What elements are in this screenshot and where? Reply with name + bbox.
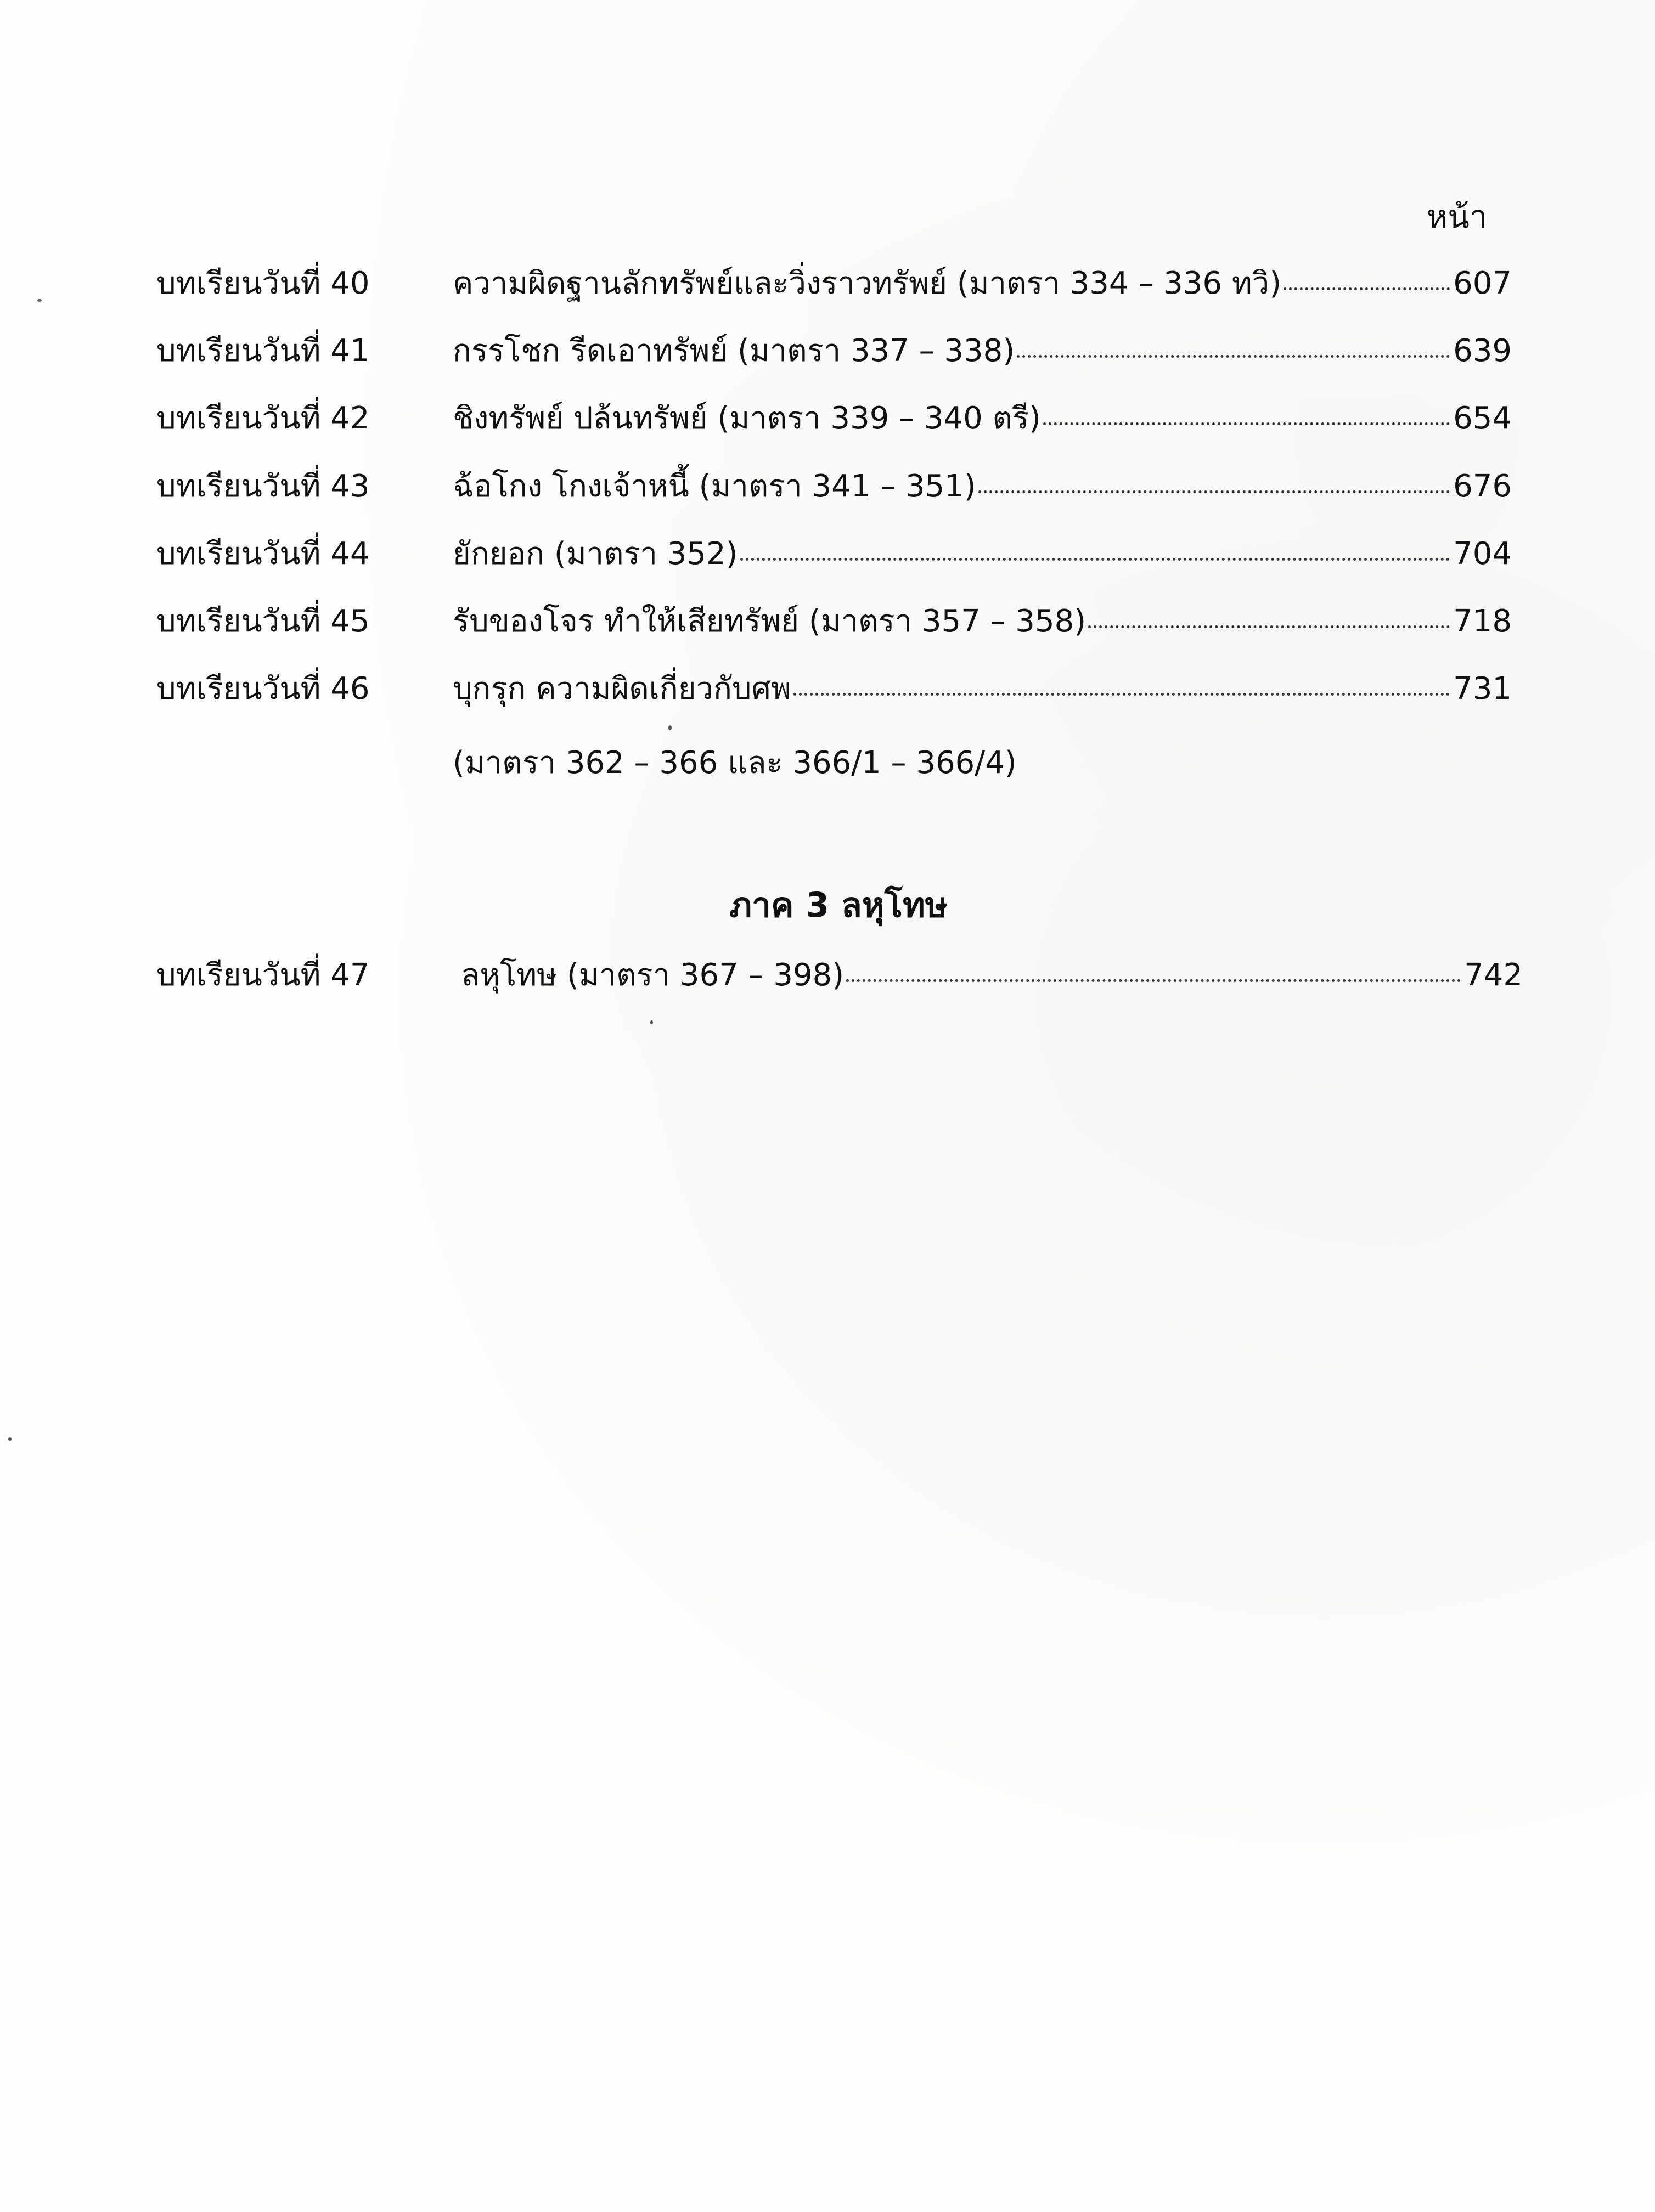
lesson-title: ชิงทรัพย์ ปล้นทรัพย์ (มาตรา 339 – 340 ตรี)	[453, 400, 1041, 436]
lesson-title: ฉ้อโกง โกงเจ้าหนี้ (มาตรา 341 – 351)	[453, 469, 976, 504]
page-number: 704	[1453, 536, 1512, 572]
page-number: 639	[1453, 333, 1512, 369]
dot-leader	[1088, 625, 1450, 628]
lesson-title: บุกรุก ความผิดเกี่ยวกับศพ	[453, 671, 791, 707]
toc-entry-43	[156, 462, 1512, 511]
page-column-header: หน้า	[1427, 198, 1488, 235]
lesson-label: บทเรียนวันที่ 46	[156, 671, 370, 707]
lesson-label: บทเรียนวันที่ 40	[156, 266, 370, 301]
page-number: 731	[1453, 671, 1512, 707]
toc-entry-47	[156, 951, 1523, 1000]
toc-entry-40	[156, 259, 1512, 308]
dot-leader	[740, 558, 1450, 561]
toc-entry-46	[156, 664, 1512, 714]
dot-leader	[846, 979, 1461, 982]
page-number: 742	[1464, 957, 1523, 993]
dot-leader	[978, 490, 1450, 493]
page-number: 676	[1453, 469, 1512, 504]
dot-leader	[1017, 355, 1450, 358]
scan-speck	[37, 299, 42, 302]
scan-speck	[668, 725, 672, 730]
lesson-title: ยักยอก (มาตรา 352)	[453, 536, 738, 572]
lesson-title-continuation: (มาตรา 362 – 366 และ 366/1 – 366/4)	[453, 745, 1017, 781]
lesson-label: บทเรียนวันที่ 47	[156, 957, 370, 993]
dot-leader	[1043, 422, 1450, 425]
lesson-label: บทเรียนวันที่ 45	[156, 603, 370, 639]
dot-leader	[793, 693, 1450, 696]
toc-entry-42	[156, 394, 1512, 443]
lesson-label: บทเรียนวันที่ 43	[156, 469, 370, 504]
lesson-title: กรรโชก รีดเอาทรัพย์ (มาตรา 337 – 338)	[453, 333, 1015, 369]
toc-entry-45	[156, 597, 1512, 646]
scan-speck	[8, 1437, 12, 1441]
lesson-label: บทเรียนวันที่ 42	[156, 400, 370, 436]
part-heading: ภาค 3 ลหุโทษ	[729, 885, 948, 925]
lesson-label: บทเรียนวันที่ 44	[156, 536, 370, 572]
dot-leader	[1284, 287, 1450, 290]
lesson-label: บทเรียนวันที่ 41	[156, 333, 370, 369]
lesson-title: ลหุโทษ (มาตรา 367 – 398)	[461, 957, 845, 993]
page-number: 654	[1453, 400, 1512, 436]
page-number: 718	[1453, 603, 1512, 639]
page-number: 607	[1453, 266, 1512, 301]
scan-speck	[650, 1020, 653, 1024]
lesson-title: รับของโจร ทำให้เสียทรัพย์ (มาตรา 357 – 358)	[453, 603, 1087, 639]
toc-entry-41	[156, 326, 1512, 376]
toc-entry-44	[156, 529, 1512, 579]
lesson-title: ความผิดฐานลักทรัพย์และวิ่งราวทรัพย์ (มาตรา 334 – 336 ทวิ)	[453, 266, 1282, 301]
